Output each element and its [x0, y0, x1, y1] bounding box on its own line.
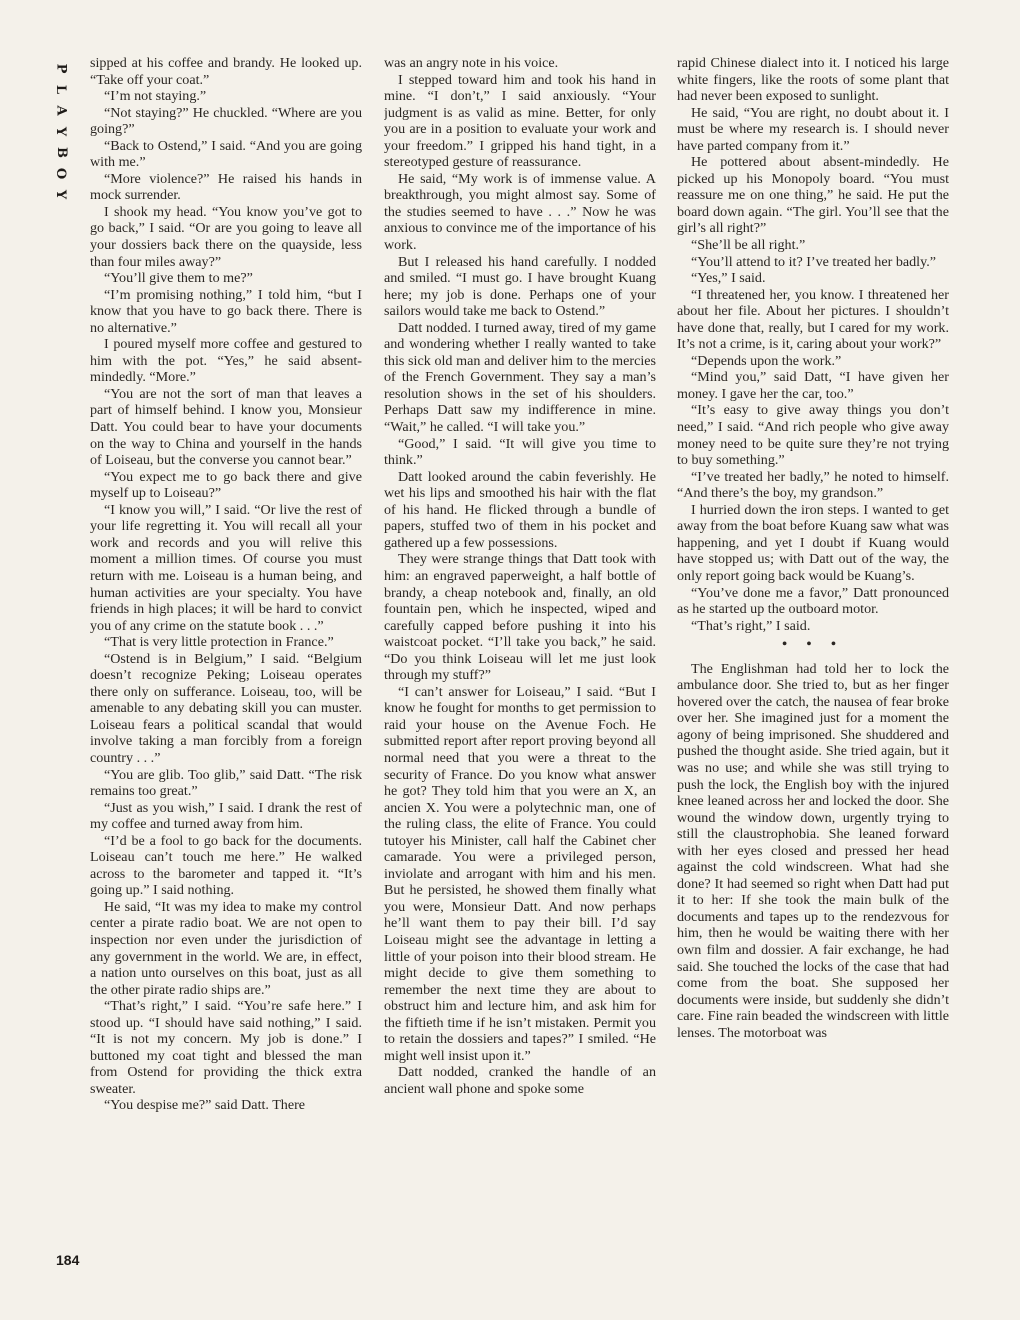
- paragraph: “You are glib. Too glib,” said Datt. “The risk remains too great.”: [90, 766, 362, 800]
- text-column-2: [384, 55, 656, 1270]
- paragraph: “Not staying?” He chuckled. “Where are you going?”: [90, 104, 362, 138]
- paragraph: But I released his hand carefully. I nodded and smiled. “I must go. I have brought Kuang here; my job is done. Perhaps one of your sailors would take me back to Ostend.”: [384, 253, 656, 320]
- paragraph: “Good,” I said. “It will give you time to think.”: [384, 435, 656, 469]
- paragraph: The Englishman had told her to lock the ambulance door. She tried to, but as her finger hovered over the catch, the nausea of fear broke over her. She imagined just for a moment the agony of being imprisoned. She shuddered and pushed the thought aside. She tried again, but it was no use; and while she was still trying to push the lock, the English boy with the injured knee leaned across her and locked the door. She wound the window down, urgently trying to still the claustrophobia. She leaned forward with her eyes closed and pressed her head against the cold windscreen. What had she done? It had seemed so right when Datt had put it to her: If she took the main bulk of the documents and tapes up to the rendezvous for him, then he would be waiting there with her own film and dossier. A fair exchange, he had said. She touched the locks of the case that had come from the boat. She supposed her documents were inside, but suddenly she didn’t care. Fine rain beaded the windscreen with little lenses. The motorboat was: [677, 660, 949, 1041]
- masthead-letter: B: [53, 147, 69, 158]
- paragraph: “You’ve done me a favor,” Datt pronounced as he started up the outboard motor.: [677, 584, 949, 618]
- paragraph: He said, “My work is of immense value. A breakthrough, you might almost say. Some of the studies seemed to have . . .” Now he was anxious to convince me of the importance of his work.: [384, 170, 656, 254]
- paragraph: “You are not the sort of man that leaves a part of himself behind. I know you, Monsieur Datt. You could bear to have your documents on the way to China and yourself in the hands of Loiseau, but the converse you cannot bear.”: [90, 385, 362, 469]
- paragraph: “Depends upon the work.”: [691, 352, 842, 369]
- paragraph: Datt nodded. I turned away, tired of my game and wondering whether I really wanted to take this sick old man and deliver him to the mercies of the French Government. They say a man’s resolution shows in the set of his shoulders. Perhaps Datt saw my indifference in mine. “Wait,” he called. “I will take you.”: [384, 319, 656, 436]
- masthead-letter: Y: [53, 189, 69, 200]
- paragraph: “That’s right,” I said.: [691, 617, 811, 634]
- paragraph: “I’m not staying.”: [104, 88, 207, 105]
- paragraph: “She’ll be all right.”: [691, 237, 806, 254]
- masthead-letter: P: [53, 63, 69, 74]
- masthead-letter: O: [53, 167, 69, 180]
- paragraph: sipped at his coffee and brandy. He looked up. “Take off your coat.”: [90, 55, 362, 88]
- paragraph: “I threatened her, you know. I threatened her about her file. About her pictures. I shouldn’t have done that, really, but I cared for my work. It’s not a crime, is it, caring about your work?”: [677, 286, 949, 353]
- paragraph: “That’s right,” I said. “You’re safe here.” I stood up. “I should have said nothing,” I said. “It is not my concern. My job is done.” I buttoned my coat tight and blessed the man from Ostend for providing the thick extra sweater.: [90, 998, 362, 1097]
- paragraph: “It’s easy to give away things you don’t need,” I said. “And rich people who give away money need to be quite sure they’re not trying to buy something.”: [677, 402, 949, 469]
- masthead-playboy: [50, 58, 72, 208]
- paragraph: “Just as you wish,” I said. I drank the rest of my coffee and turned away from him.: [90, 799, 362, 833]
- page-number: 184: [56, 1252, 80, 1268]
- paragraph: “Back to Ostend,” I said. “And you are going with me.”: [90, 137, 362, 171]
- text-column-1: [90, 55, 362, 1270]
- paragraph: Datt looked around the cabin feverishly. He wet his lips and smoothed his hair with the flat of his hand. He flicked through a bundle of papers, stuffed two of them in his pocket and gathered up a few possessions.: [384, 468, 656, 551]
- masthead-letter: A: [53, 105, 69, 116]
- paragraph: I stepped toward him and took his hand in mine. “I don’t,” I said anxiously. “Your judgment is as valid as mine. Better, for only you are in a position to evaluate your work and your freedom.” I gripped his hand tight, in a stereotyped gesture of reassurance.: [384, 71, 656, 171]
- paragraph: “You’ll give them to me?”: [104, 270, 253, 287]
- paragraph: He said, “You are right, no doubt about it. I must be where my research is. I should never have parted company from it.”: [677, 104, 949, 154]
- paragraph: “You’ll attend to it? I’ve treated her badly.”: [691, 253, 936, 270]
- paragraph: “More violence?” He raised his hands in mock surrender.: [90, 170, 362, 204]
- text-column-3: [677, 55, 949, 1270]
- paragraph: I hurried down the iron steps. I wanted to get away from the boat before Kuang saw what was happening, and yet I doubt if Kuang would have stopped us; with Datt out of the way, the only report going back would be Kuang’s.: [677, 501, 949, 584]
- paragraph: “You despise me?” said Datt. There: [104, 1097, 306, 1114]
- section-break: • • •: [782, 636, 844, 653]
- masthead-letter: Y: [53, 126, 69, 137]
- paragraph: “Yes,” I said.: [691, 270, 766, 287]
- paragraph: “You expect me to go back there and give myself up to Loiseau?”: [90, 468, 362, 502]
- paragraph: “I know you will,” I said. “Or live the rest of your life regretting it. You will recall all your work and records and you will relive this moment a million times. Of course you must return with me. Loiseau is a human being, and human activities are your specialty. You have friends in high places; it will be hard to convict you of any crime on the statute book . . .”: [90, 501, 362, 634]
- paragraph: He pottered about absent-mindedly. He picked up his Monopoly board. “You must reassure me on one thing,” he said. He put the board down again. “The girl. You’ll see that the girl’s all right?”: [677, 154, 949, 237]
- paragraph: “I’d be a fool to go back for the documents. Loiseau can’t touch me here.” He walked across to the barometer and tapped it. “It’s going up.” I said nothing.: [90, 832, 362, 899]
- paragraph: “That is very little protection in France.”: [104, 634, 334, 651]
- paragraph: “I’m promising nothing,” I told him, “but I know that you have to go back there. There is no alternative.”: [90, 286, 362, 336]
- masthead-letter: L: [53, 84, 69, 95]
- paragraph: was an angry note in his voice.: [384, 55, 559, 71]
- paragraph: He said, “It was my idea to make my control center a pirate radio boat. We are not open to inspection nor even under the jurisdiction of any government in the world. We are, in effect, a nation unto ourselves on this boat, just as all the other pirate radio ships are.”: [90, 898, 362, 998]
- paragraph: “I can’t answer for Loiseau,” I said. “But I know he fought for months to get permission to raid your house on the Avenue Foch. He submitted report after report proving beyond all normal need that you were a threat to the security of France. Do you know what answer he got? They told him that you were an X, an ancien X. You were a polytechnic man, one of the ruling class, the elite of France. You could tutoyer his Minister, call half the Cabinet cher camarade. You were a privileged person, inviolate and arrogant with him and his men. But he persisted, he showed them finally what you were, Monsieur Datt. And now perhaps he’ll want them to pay their bill. I’d say Loiseau might see the advantage in letting a little of your poison into their blood stream. He might decide to give them something to remember the next time they are about to obstruct him and lecture him, and ask him for the fiftieth time if he isn’t mistaken. Permit you to retain the dossiers and tapes?” I smiled. “He might well insist upon it.”: [384, 683, 656, 1064]
- paragraph: rapid Chinese dialect into it. I noticed his large white fingers, like the roots of some plant that had never been exposed to sunlight.: [677, 55, 949, 105]
- paragraph: “I’ve treated her badly,” he noted to himself. “And there’s the boy, my grandson.”: [677, 468, 949, 502]
- paragraph: I poured myself more coffee and gestured to him with the pot. “Yes,” he said absent-mindedly. “More.”: [90, 336, 362, 386]
- paragraph: Datt nodded, cranked the handle of an ancient wall phone and spoke some: [384, 1064, 656, 1097]
- paragraph: They were strange things that Datt took with him: an engraved paperweight, a half bottle of brandy, a cheap notebook and, finally, an old fountain pen, which he inspected, wiped and carefully capped before pushing it into his waistcoat pocket. “I’ll take you back,” he said. “Do you think Loiseau will let me just look through my stuff?”: [384, 551, 656, 684]
- paragraph: “Mind you,” said Datt, “I have given her money. I gave her the car, too.”: [677, 369, 949, 402]
- paragraph: I shook my head. “You know you’ve got to go back,” I said. “Or are you going to leave all your dossiers back there on the quayside, less than four miles away?”: [90, 203, 362, 270]
- paragraph: “Ostend is in Belgium,” I said. “Belgium doesn’t recognize Peking; Loiseau operates there only on sufferance. Loiseau, too, will be amenable to any debating skill you can muster. Loiseau fears a political scandal that would involve taking a man forcibly from a foreign country . . .”: [90, 650, 362, 766]
